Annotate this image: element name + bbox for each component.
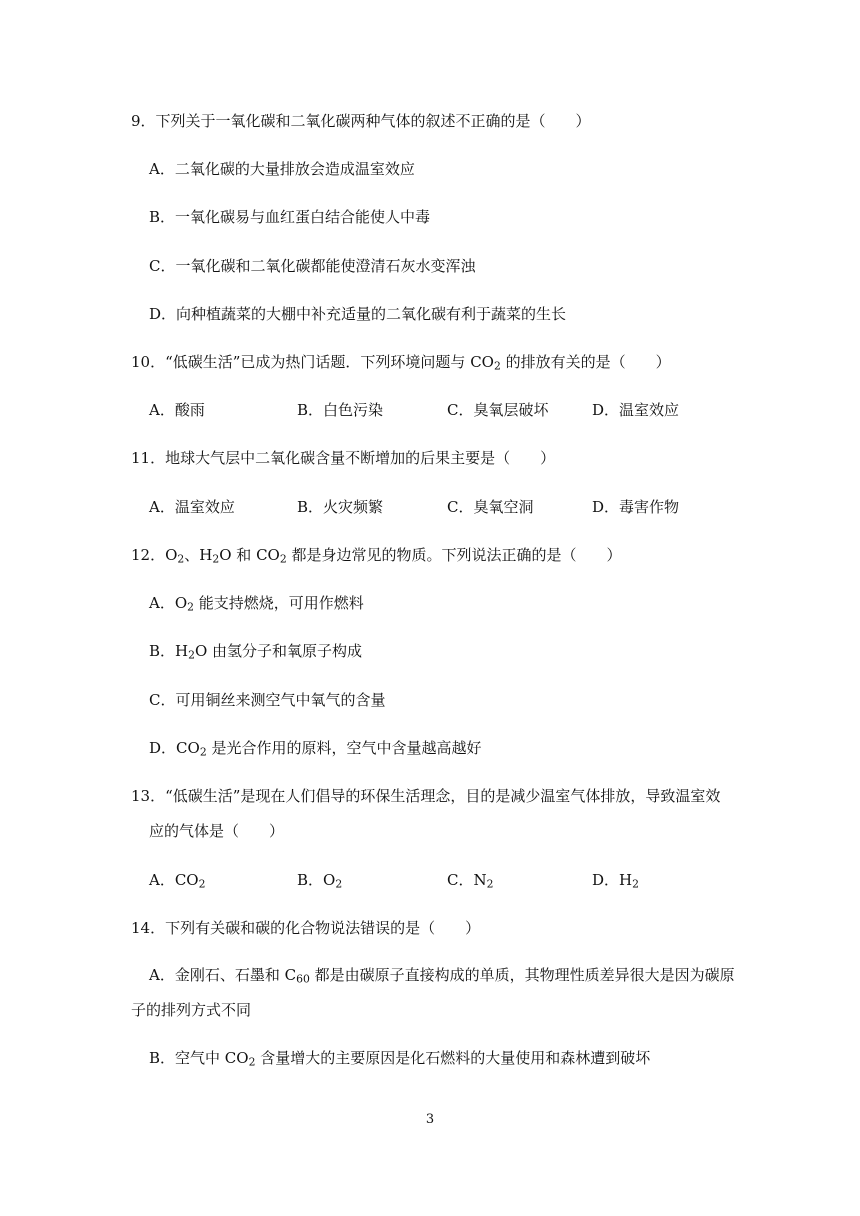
question-10-options [149, 400, 709, 420]
question-14-option-a-continued: 子的排列方式不同 [131, 1001, 252, 1019]
question-9-stem: 9．下列关于一氧化碳和二氧化碳两种气体的叙述不正确的是（ ） [131, 112, 591, 130]
question-9-option-d: D．向种植蔬菜的大棚中补充适量的二氧化碳有利于蔬菜的生长 [149, 305, 567, 323]
question-10-option-d: D．温室效应 [592, 401, 680, 419]
question-10-option-b: B．白色污染 [297, 401, 384, 419]
question-14-option-b: B．空气中 $CO_2$ 含量增大的主要原因是化石燃料的大量使用和森林遭到破坏 [149, 1049, 651, 1069]
question-11-option-c: C．臭氧空洞 [447, 498, 534, 516]
question-13-stem: 13．“低碳生活”是现在人们倡导的环保生活理念，目的是减少温室气体排放，导致温室效 [131, 787, 721, 805]
question-13-option-b: B．$O_2$ [297, 871, 343, 891]
question-14-option-a: A．金刚石、石墨和 $C_{60}$ 都是由碳原子直接构成的单质，其物理性质差异很大是因为碳原 [149, 966, 735, 986]
question-13-stem-continued: 应的气体是（ ） [149, 822, 285, 840]
question-12-stem: 12．$O_2$、$H_2O$ 和 $CO_2$ 都是身边常见的物质。下列说法正确的是（ ） [131, 546, 622, 566]
question-10-option-a: A．酸雨 [149, 401, 205, 419]
question-11-option-b: B．火灾频繁 [297, 498, 384, 516]
question-9-option-c: C．一氧化碳和二氧化碳都能使澄清石灰水变浑浊 [149, 257, 476, 275]
page-number: 3 [425, 1112, 435, 1127]
question-13-options [149, 870, 709, 890]
question-12-option-d: D．$CO_2$ 是光合作用的原料，空气中含量越高越好 [149, 739, 482, 759]
question-12-option-b: B．$H_2O$ 由氢分子和氧原子构成 [149, 642, 363, 662]
question-10-stem: 10．“低碳生活”已成为热门话题．下列环境问题与 $CO_2$ 的排放有关的是（ ） [131, 353, 671, 373]
question-14-stem: 14．下列有关碳和碳的化合物说法错误的是（ ） [131, 919, 481, 937]
question-13-option-c: C．$N_2$ [447, 871, 494, 891]
question-10-option-c: C．臭氧层破坏 [447, 401, 549, 419]
question-11-option-a: A．温室效应 [149, 498, 235, 516]
question-11-option-d: D．毒害作物 [592, 498, 680, 516]
question-13-option-d: D．$H_2$ [592, 871, 639, 891]
question-9-option-a: A．二氧化碳的大量排放会造成温室效应 [149, 160, 415, 178]
question-13-option-a: A．$CO_2$ [149, 871, 206, 891]
question-9-option-b: B．一氧化碳易与血红蛋白结合能使人中毒 [149, 208, 431, 226]
question-11-stem: 11．地球大气层中二氧化碳含量不断增加的后果主要是（ ） [131, 449, 556, 467]
question-12-option-a: A．$O_2$ 能支持燃烧，可用作燃料 [149, 594, 364, 614]
question-11-options [149, 497, 709, 517]
question-12-option-c: C．可用铜丝来测空气中氧气的含量 [149, 691, 386, 709]
